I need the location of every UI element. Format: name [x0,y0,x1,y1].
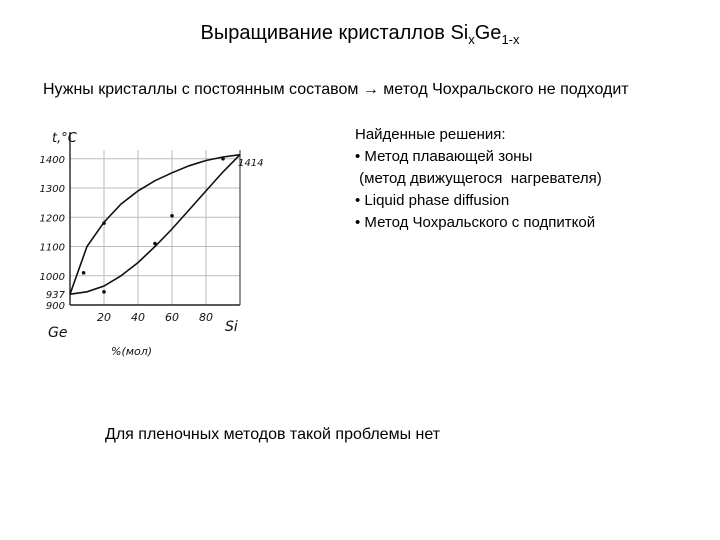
y-tick-label: 1100 [39,242,65,254]
data-points [82,157,225,294]
phase-diagram [25,120,264,365]
y-tick-label: 1300 [39,184,65,196]
x-label-ge: Ge [48,325,68,341]
y-tick-label: 900 [45,301,65,312]
x-axis-label: %(мол) [111,345,153,358]
curves [70,155,240,295]
x-tick-label: 20 [97,311,111,324]
title-sub-1x: 1-x [501,32,520,47]
x-tick-label: 80 [199,311,213,324]
y-tick-label: 1000 [39,271,65,283]
title-main: Выращивание кристаллов Si [200,22,469,44]
data-point [170,214,174,218]
solution-item: (метод движущегося нагревателя) [355,170,602,187]
solution-item: • Метод плавающей зоны [355,148,533,165]
y-axis-label: t,°C [52,131,77,146]
grid-lines [70,150,240,305]
x-tick-label: 40 [131,311,145,324]
x-label-si: Si [225,319,238,335]
title-sub-x: x [468,32,475,47]
slide-title [0,22,720,47]
solutions-heading: Найденные решения: [355,126,506,143]
y-tick-label: 1400 [39,154,65,166]
solutions-list [355,124,602,234]
footer-note: Для пленочных методов такой проблемы нет [105,426,441,443]
x-tick-labels [97,311,213,324]
x-tick-label: 60 [165,311,179,324]
data-point [102,290,106,294]
solution-item: • Liquid phase diffusion [355,192,510,209]
data-point [102,221,106,225]
title-mid: Ge [474,22,502,44]
data-point [82,271,86,275]
y-tick-labels [40,155,66,312]
annotation-1414: 1414 [238,158,264,169]
data-point [153,242,157,246]
data-point [221,157,225,161]
liquidus-curve [70,155,240,295]
y-tick-label: 937 [45,290,65,302]
solidus-curve [70,155,240,295]
subtitle-text: Нужны кристаллы с постоянным составом → метод Чохральского не подходит [43,81,629,98]
solution-item: • Метод Чохральского с подпиткой [355,214,596,231]
y-tick-label: 1200 [39,213,65,225]
